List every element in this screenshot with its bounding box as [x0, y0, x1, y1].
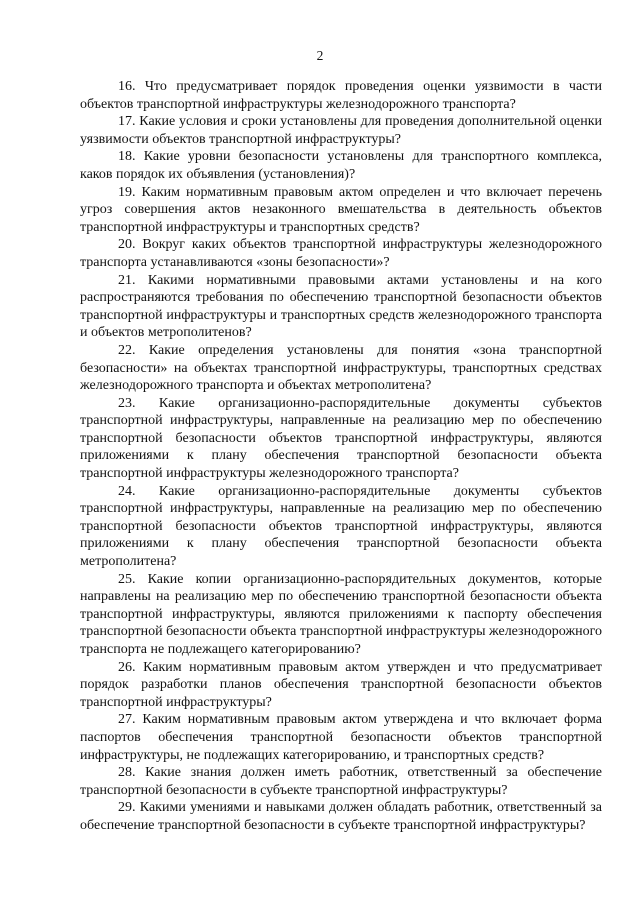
question-22: 22. Какие определения установлены для понятия «зона транспортной безопасности» на объектах транспортной инфраструктуры, транспортных средствах железнодорожного транспорта и объектах метрополитена?	[80, 342, 602, 394]
page-number: 2	[316, 48, 324, 63]
question-18: 18. Какие уровни безопасности установлены для транспортного комплекса, каков порядок их объявления (установления)?	[80, 149, 602, 182]
question-25: 25. Какие копии организационно-распорядительных документов, которые направлены на реализацию мер по обеспечению транспортной безопасности объекта транспортной инфраструктуры, являются приложениями к паспорту обеспечения транспортной безопасности объекта транспортной инфраструктуры железнодорожного транспорта не подлежащего категорированию?	[80, 571, 603, 657]
question-19: 19. Каким нормативным правовым актом определен и что включает перечень угроз совершения актов незаконного вмешательства в деятельность объектов транспортной инфраструктуры и транспортных средств?	[80, 184, 602, 235]
question-17: 17. Какие условия и сроки установлены для проведения дополнительной оценки уязвимости объектов транспортной инфраструктуры?	[80, 114, 602, 147]
question-24: 24. Какие организационно-распорядительные документы субъектов транспортной инфраструктуры, направленные на реализацию мер по обеспечению транспортной безопасности объектов транспортной инфраструктуры, являются приложениями к плану обеспечения транспортной безопасности объекта метрополитена?	[80, 483, 602, 570]
question-29: 29. Какими умениями и навыками должен обладать работник, ответственный за обеспечение транспортной безопасности в субъекте транспортной инфраструктуры?	[80, 800, 602, 833]
question-26: 26. Каким нормативным правовым актом утвержден и что предусматривает порядок разработки планов обеспечения транспортной безопасности объектов транспортной инфраструктуры?	[80, 659, 602, 710]
question-list	[80, 78, 602, 835]
question-27: 27. Каким нормативным правовым актом утверждена и что включает форма паспортов обеспечения транспортной безопасности объектов транспортной инфраструктуры, не подлежащих категорированию, и транспортных средств?	[80, 712, 602, 763]
question-16: 16. Что предусматривает порядок проведения оценки уязвимости в части объектов транспортной инфраструктуры железнодорожного транспорта?	[80, 79, 602, 112]
question-21: 21. Какими нормативными правовыми актами установлены и на кого распространяются требования по обеспечению транспортной безопасности объектов транспортной инфраструктуры и транспортных средств железнодорожного транспорта и объектов метрополитенов?	[80, 272, 602, 341]
question-23: 23. Какие организационно-распорядительные документы субъектов транспортной инфраструктуры, направленные на реализацию мер по обеспечению транспортной безопасности объектов транспортной инфраструктуры, являются приложениями к плану обеспечения транспортной безопасности объекта транспортной инфраструктуры железнодорожного транспорта?	[80, 395, 602, 482]
question-28: 28. Какие знания должен иметь работник, ответственный за обеспечение транспортной безопасности в субъекте транспортной инфраструктуры?	[80, 765, 602, 798]
question-20: 20. Вокруг каких объектов транспортной инфраструктуры железнодорожного транспорта устанавливаются «зоны безопасности»?	[80, 237, 602, 270]
